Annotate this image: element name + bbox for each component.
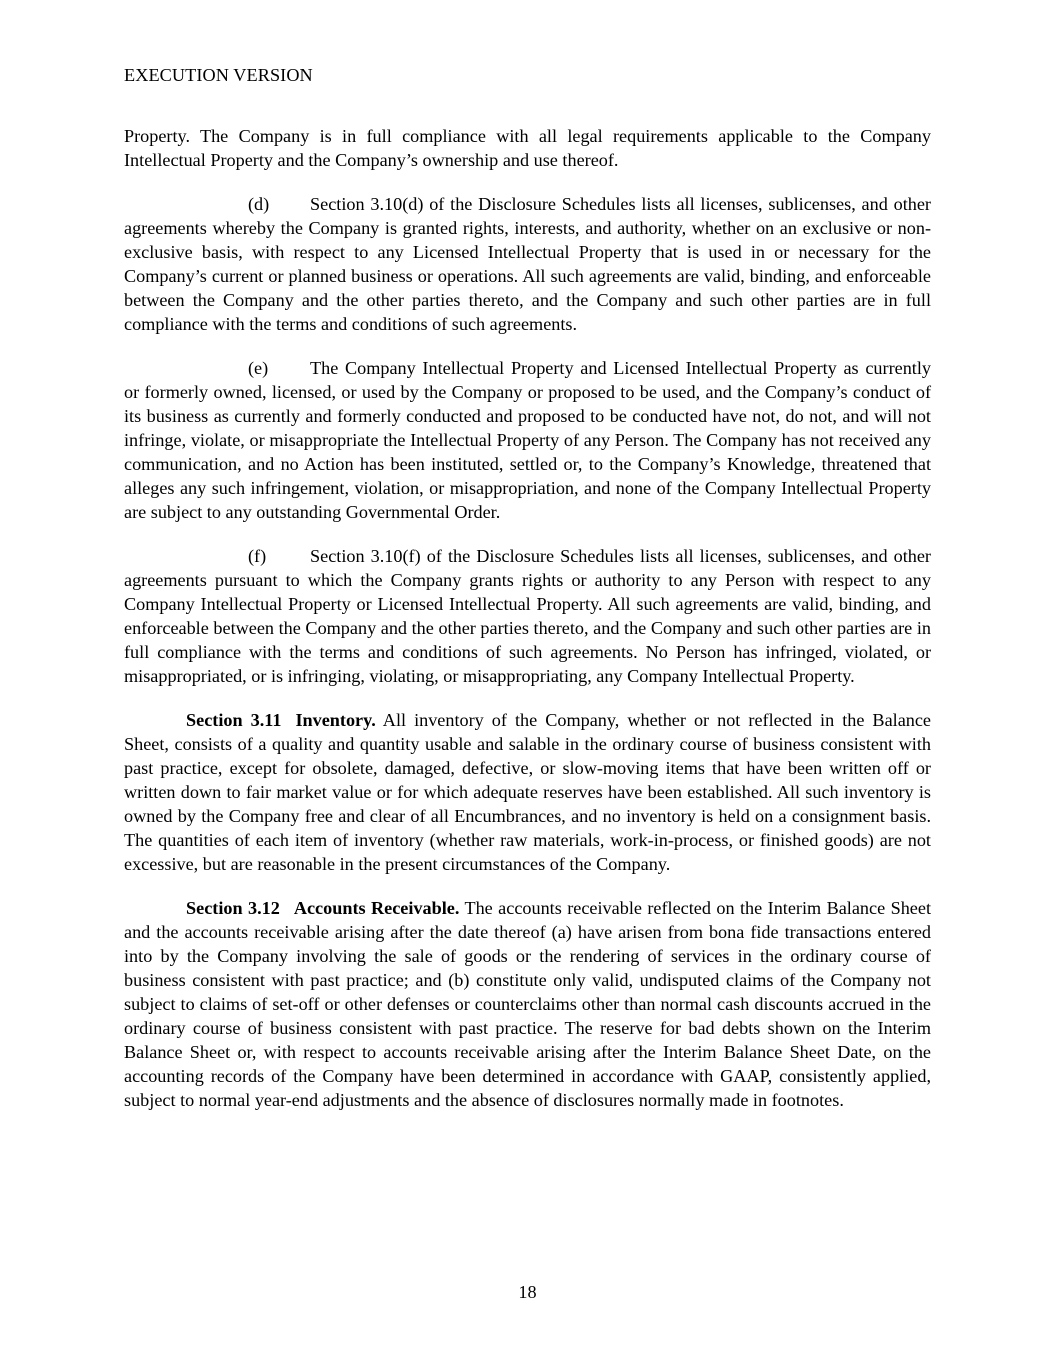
section-3-12-text: The accounts receivable reflected on the Interim Balance Sheet and the accounts receivable arising after the date thereof (a) have arisen from bona fide transactions entered into by the Company involving the sale of goods or the rendering of services in the ordinary course of business consistent with past practice; and (b) constitute only valid, undisputed claims of the Company not subject to claims of set-off or other defenses or counterclaims other than normal cash discounts accrued in the ordinary course of business consistent with past practice. The reserve for bad debts shown on the Interim Balance Sheet or, with respect to accounts receivable arising after the Interim Balance Sheet Date, on the accounting records of the Company have been determined in accordance with GAAP, consistently applied, subject to normal year-end adjustments and the absence of disclosures normally made in footnotes. [124, 898, 931, 1110]
execution-version-header: EXECUTION VERSION [124, 65, 313, 85]
section-3-11-text: All inventory of the Company, whether or not reflected in the Balance Sheet, consists of a quality and quantity usable and salable in the ordinary course of business consistent with past practice, except for obsolete, damaged, defective, or slow-moving items that have been written off or written down to fair market value or for which adequate reserves have been established. All such inventory is owned by the Company free and clear of all Encumbrances, and no inventory is held on a consignment basis. The quantities of each item of inventory (whether raw materials, work-in-process, or finished goods) are not excessive, but are reasonable in the present circumstances of the Company. [124, 710, 932, 874]
paragraph-intro: Property. The Company is in full compliance with all legal requirements applicable to the Company Intellectual Property and the Company’s ownership and use thereof. [124, 126, 931, 170]
paragraph-d-text: Section 3.10(d) of the Disclosure Schedules lists all licenses, sublicenses, and other agreements whereby the Company is granted rights, interests, and authority, whether on an exclusive or non-exclusive basis, with respect to any Licensed Intellectual Property that is used in or necessary for the Company’s current or planned business or operations. All such agreements are valid, binding, and enforceable between the Company and the other parties thereto, and the Company and such other parties are in full compliance with the terms and conditions of such agreements. [124, 194, 931, 334]
paragraph-e-text: The Company Intellectual Property and Licensed Intellectual Property as currently or formerly owned, licensed, or used by the Company or proposed to be used, and the Company’s conduct of its business as currently and formerly conducted and proposed to be conducted have not, do not, and will not infringe, violate, or misappropriate the Intellectual Property of any Person. The Company has not received any communication, and no Action has been instituted, settled or, to the Company’s Knowledge, threatened that alleges any such infringement, violation, or misappropriation, and none of the Company Intellectual Property are subject to any outstanding Governmental Order. [124, 358, 931, 522]
paragraph-d [124, 192, 931, 336]
section-3-11-title: Inventory. [295, 710, 376, 730]
paragraph-e-label: (e) [248, 358, 269, 378]
document-body [124, 124, 931, 1132]
section-3-12-title: Accounts Receivable. [293, 898, 460, 918]
section-3-11-number: Section 3.11 [186, 710, 282, 730]
paragraph-e [124, 356, 931, 524]
paragraph-f [124, 544, 931, 688]
section-3-12-number: Section 3.12 [186, 898, 280, 918]
paragraph-f-label: (f) [248, 546, 267, 566]
page-number: 18 [518, 1282, 537, 1302]
paragraph-f-text: Section 3.10(f) of the Disclosure Schedules lists all licenses, sublicenses, and other agreements pursuant to which the Company grants rights or authority to any Person with respect to any Company Intellectual Property or Licensed Intellectual Property. All such agreements are valid, binding, and enforceable between the Company and the other parties thereto, and the Company and such other parties are in full compliance with the terms and conditions of such agreements. No Person has infringed, violated, or misappropriated, or is infringing, violating, or misappropriating, any Company Intellectual Property. [124, 546, 931, 686]
section-3-11 [124, 708, 931, 876]
section-3-12 [124, 896, 931, 1112]
paragraph-d-label: (d) [248, 194, 270, 214]
